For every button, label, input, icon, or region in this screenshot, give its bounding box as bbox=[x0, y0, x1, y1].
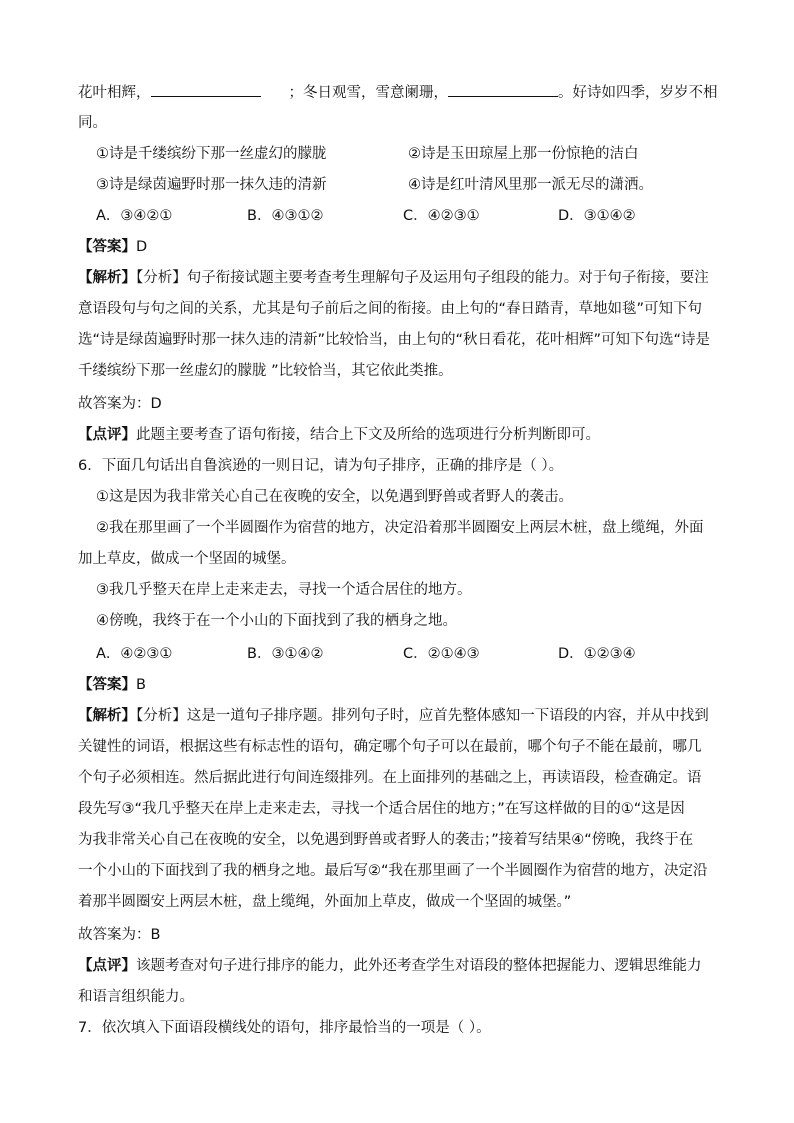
answer-tag: 【答案】 bbox=[78, 677, 136, 693]
q5-option-d: D．③①④② bbox=[558, 208, 636, 224]
q6-option-c: C．②①④③ bbox=[403, 646, 480, 662]
q5-option-b: B．④③①② bbox=[247, 208, 324, 224]
q5-fill-line bbox=[78, 82, 718, 103]
answer-value: B bbox=[136, 677, 146, 693]
q5-text-a: 花叶相辉， bbox=[78, 85, 151, 101]
q5-analysis-line-2: 意语段句与句之间的关系，尤其是句子前后之间的衔接。由上句的“春日踏青，草地如毯”可知下句 bbox=[78, 301, 703, 317]
q6-option-b: B．③①④② bbox=[247, 646, 324, 662]
q6-conclusion: 故答案为：B bbox=[78, 927, 161, 943]
answer-value: D bbox=[136, 239, 148, 255]
q5-text-b: ；冬日观雪，雪意阑珊， bbox=[288, 85, 448, 101]
q6-comment-line-2: 和语言组织能力。 bbox=[78, 989, 194, 1005]
q6-analysis-line-1: 【解析】【分析】这是一道句子排序题。排列句子时，应首先整体感知一下语段的内容，并从中找到 bbox=[78, 708, 709, 724]
q5-option-a: A．③④②① bbox=[96, 208, 173, 224]
analysis-tag: 【解析】 bbox=[78, 270, 136, 286]
q6-analysis-line-4: 段先写③“我几乎整天在岸上走来走去，寻找一个适合居住的地方；”在写这样做的目的①“这是因 bbox=[78, 801, 685, 817]
q5-conclusion: 故答案为：D bbox=[78, 396, 162, 412]
q5-analysis-line-4: 千缕缤纷下那一丝虚幻的朦胧 ”比较恰当，其它依此类推。 bbox=[78, 363, 453, 379]
q5-item-1: ①诗是千缕缤纷下那一丝虚幻的朦胧 bbox=[96, 146, 327, 162]
q6-item-4: ④傍晚，我终于在一个小山的下面找到了我的栖身之地。 bbox=[96, 613, 457, 629]
q6-analysis-line-3: 个句子必须相连。然后据此进行句间连缀排列。在上面排列的基础之上，再读语段，检查确定。语 bbox=[78, 770, 702, 786]
q5-item-3: ③诗是绿茵遍野时那一抹久违的清新 bbox=[96, 177, 327, 193]
q6-stem: 6．下面几句话出自鲁滨逊的一则日记，请为句子排序，正确的排序是（ ）。 bbox=[78, 458, 564, 474]
q5-item-2: ②诗是玉田琼屋上那一份惊艳的洁白 bbox=[408, 146, 639, 162]
q6-analysis-line-5: 为我非常关心自己在夜晚的安全，以免遇到野兽或者野人的袭击；”接着写结果④“傍晚，我终于在 bbox=[78, 832, 694, 848]
q7-stem: 7．依次填入下面语段横线处的语句，排序最恰当的一项是（ ）。 bbox=[78, 1020, 491, 1036]
q5-fill-line-2: 同。 bbox=[78, 115, 107, 131]
q5-comment: 【点评】此题主要考查了语句衔接，结合上下文及所给的选项进行分析判断即可。 bbox=[78, 427, 600, 443]
q6-analysis-line-7: 着那半圆圈安上两层木桩，盘上缆绳，外面加上草皮，做成一个坚固的城堡。” bbox=[78, 894, 572, 910]
q6-item-2-cont: 加上草皮，做成一个坚固的城堡。 bbox=[78, 551, 296, 567]
analysis-tag: 【解析】 bbox=[78, 708, 136, 724]
q6-answer bbox=[78, 675, 146, 695]
comment-tag: 【点评】 bbox=[78, 427, 136, 443]
q6-analysis-line-6: 一个小山的下面找到了我的栖身之地。最后写②“我在那里画了一个半圆圈作为宿营的地方，决定沿 bbox=[78, 863, 708, 879]
q5-analysis-line-3: 选“诗是绿茵遍野时那一抹久违的清新”比较恰当，由上句的“秋日看花，花叶相辉”可知下句选“诗是 bbox=[78, 332, 711, 348]
q5-text-c: 。好诗如四季，岁岁不相 bbox=[558, 85, 718, 101]
q5-answer bbox=[78, 237, 147, 257]
q6-analysis-line-2: 关键性的词语，根据这些有标志性的语句，确定哪个句子可以在最前，哪个句子不能在最前，哪几 bbox=[78, 739, 702, 755]
q6-option-d: D．①②③④ bbox=[558, 646, 636, 662]
q6-item-1: ①这是因为我非常关心自己在夜晚的安全，以免遇到野兽或者野人的袭击。 bbox=[96, 489, 573, 505]
q5-analysis-line-1: 【解析】【分析】句子衔接试题主要考查考生理解句子及运用句子组段的能力。对于句子衔接，要注 bbox=[78, 270, 709, 286]
q6-item-3: ③我几乎整天在岸上走来走去，寻找一个适合居住的地方。 bbox=[96, 582, 472, 598]
answer-tag: 【答案】 bbox=[78, 239, 136, 255]
q6-comment: 【点评】该题考查对句子进行排序的能力，此外还考查学生对语段的整体把握能力、逻辑思维能力 bbox=[78, 958, 702, 974]
answer-blank-1 bbox=[151, 82, 261, 97]
comment-tag: 【点评】 bbox=[78, 958, 136, 974]
answer-blank-2 bbox=[448, 82, 558, 97]
q5-option-c: C．④②③① bbox=[403, 208, 480, 224]
q6-option-a: A．④②③① bbox=[96, 646, 173, 662]
q6-item-2: ②我在那里画了一个半圆圈作为宿营的地方，决定沿着那半圆圈安上两层木桩，盘上缆绳，外面 bbox=[96, 520, 704, 536]
q5-item-4: ④诗是红叶清风里那一派无尽的潇洒。 bbox=[408, 177, 653, 193]
